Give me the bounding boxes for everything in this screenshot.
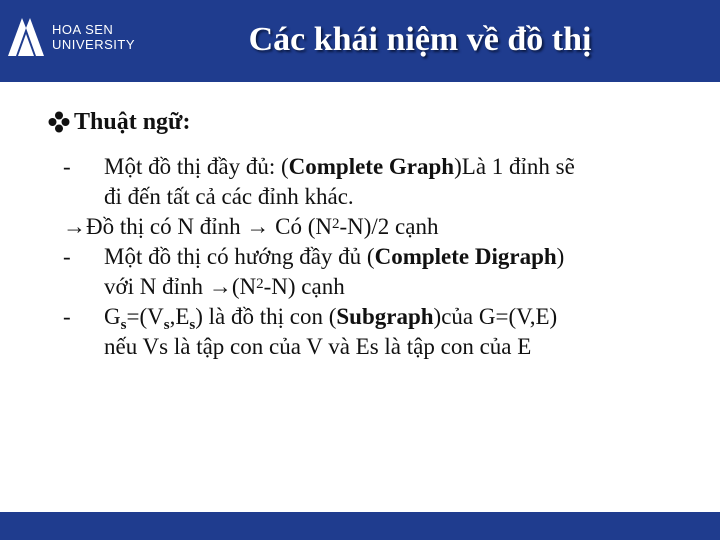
superscript: 2	[331, 216, 340, 232]
text-run: )Là 1 đỉnh sẽ	[454, 154, 575, 179]
logo-line2: UNIVERSITY	[52, 37, 136, 52]
subscript: s	[120, 317, 127, 333]
university-logo	[6, 14, 146, 60]
superscript: 2	[256, 276, 264, 292]
text-run: Một đồ thị có hướng đầy đủ (	[104, 244, 375, 269]
text-run: ,E	[169, 304, 190, 329]
item-complete-digraph	[48, 242, 698, 272]
item-subgraph	[48, 302, 698, 332]
text-run: ) là đồ thị con (	[195, 304, 337, 329]
slide-content	[48, 106, 698, 362]
item-complete-graph	[48, 152, 698, 182]
item-complete-graph-edges	[48, 212, 698, 242]
header-bar	[0, 0, 720, 82]
text-run: =(V	[126, 304, 164, 329]
term-subgraph: Subgraph	[336, 304, 434, 329]
text-run: Đồ thị có N đỉnh	[86, 214, 247, 239]
text-run: Có (N	[269, 214, 332, 239]
text-run: -N)/2 cạnh	[339, 214, 439, 239]
dash-marker: -	[63, 304, 71, 329]
item-subgraph-cont: nếu Vs là tập con của V và Es là tập con của E	[104, 334, 532, 359]
text-run: )	[556, 244, 565, 269]
term-complete-graph: Complete Graph	[288, 154, 455, 179]
dash-marker: -	[63, 244, 71, 269]
term-complete-digraph: Complete Digraph	[374, 244, 557, 269]
text-run: -N) cạnh	[263, 274, 345, 299]
item-complete-digraph-cont	[48, 272, 698, 302]
text-run: với N đỉnh	[104, 274, 209, 299]
section-heading	[48, 106, 698, 138]
text-run: Một đồ thị đầy đủ: (	[104, 154, 289, 179]
text-run: G	[104, 304, 121, 329]
diamond-bullet-icon	[48, 111, 70, 133]
arrow-right-icon: →	[208, 274, 232, 299]
section-heading-text: Thuật ngữ:	[74, 109, 191, 135]
subscript: s	[189, 317, 196, 333]
arrow-right-icon: →	[63, 214, 86, 239]
logo-line1: HOA SEN	[52, 22, 114, 37]
subscript: s	[163, 317, 170, 333]
item-complete-graph-cont: đi đến tất cả các đỉnh khác.	[104, 184, 354, 209]
footer-bar	[0, 512, 720, 540]
text-run: )của G=(V,E)	[433, 304, 558, 329]
arrow-right-icon: →	[246, 214, 270, 239]
lotus-logo-icon	[6, 14, 46, 58]
logo-text	[52, 22, 135, 52]
text-run: (N	[231, 274, 257, 299]
slide-title: Các khái niệm về đồ thị	[248, 21, 592, 58]
dash-marker: -	[63, 154, 71, 179]
